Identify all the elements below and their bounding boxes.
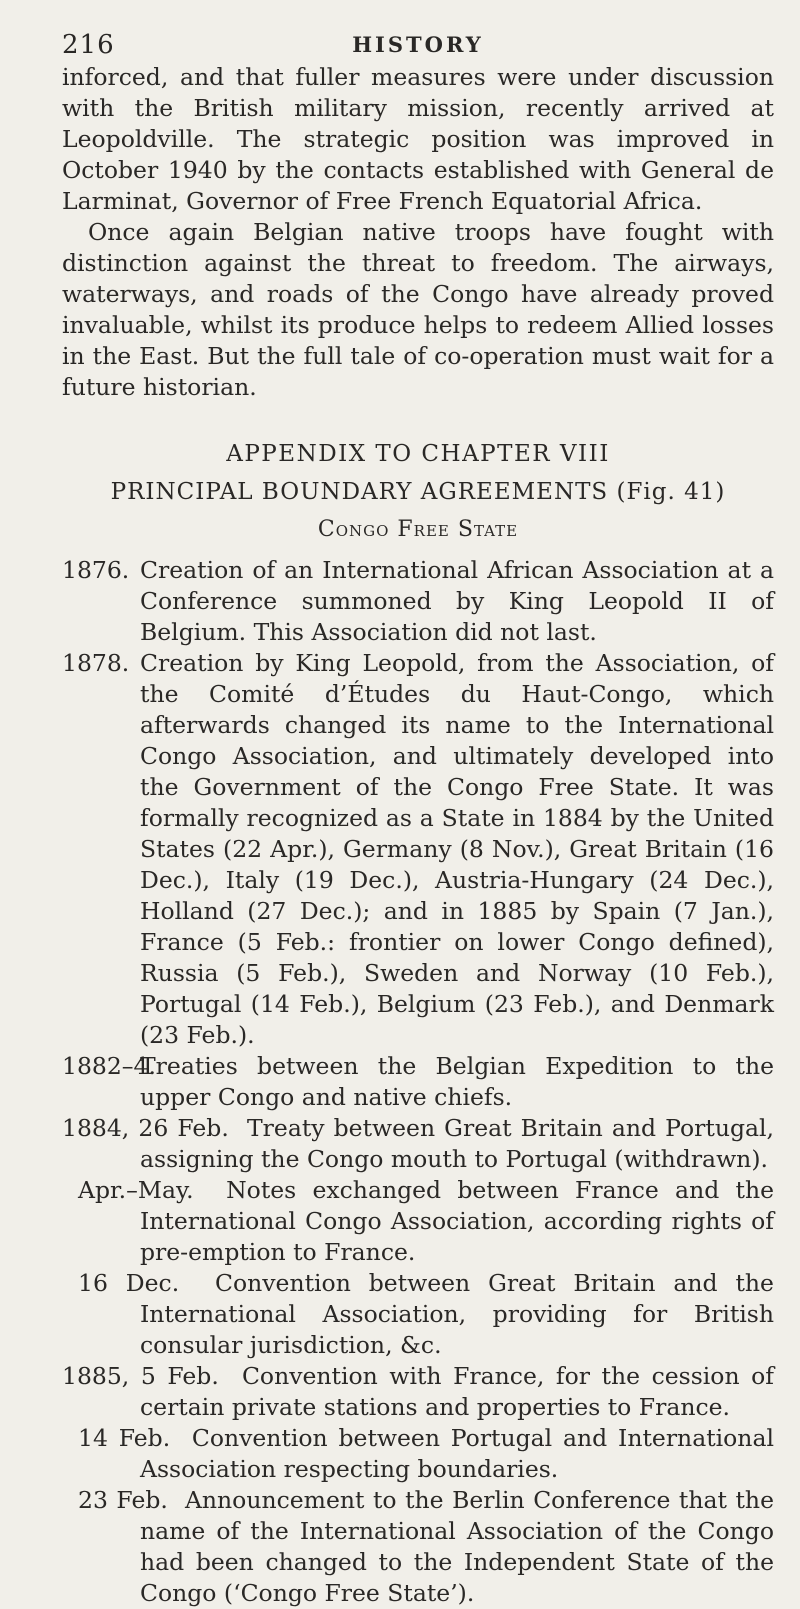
entry-text: Announcement to the Berlin Conference that the name of the International Association of the Congo had been changed to the Independent State of the Congo (‘Congo Free State’).	[140, 1486, 774, 1607]
entry-date: 1885, 5 Feb.	[62, 1362, 219, 1390]
appendix-title: APPENDIX TO CHAPTER VIII	[226, 441, 610, 467]
running-head	[62, 28, 774, 62]
entry-text: Convention between Great Britain and the International Association, providing for British consular jurisdiction, &c.	[140, 1269, 774, 1359]
entry-1884-apr-may	[62, 1175, 774, 1268]
entry-1884-26-feb	[62, 1113, 774, 1175]
entry-1884-16-dec	[62, 1268, 774, 1361]
entry-text: Treaty between Great Britain and Portugal, assigning the Congo mouth to Portugal (withdrawn).	[140, 1114, 774, 1173]
entry-date: 1882–4.	[62, 1052, 156, 1080]
entry-text: Treaties between the Belgian Expedition to the upper Congo and native chiefs.	[140, 1052, 774, 1111]
entry-date: 1878.	[62, 649, 130, 677]
entry-date: 1884, 26 Feb.	[62, 1114, 229, 1142]
section-title: Congo Free State	[317, 517, 519, 542]
entry-1885-14-feb	[62, 1423, 774, 1485]
entry-date: 23 Feb.	[78, 1486, 168, 1514]
entry-text: Creation by King Leopold, from the Association, of the Comité d’Études du Haut-Congo, which afterwards changed its name to the International Congo Association, and ultimately developed into the Government of the Congo Free State. It was formally recognized as a State in 1884 by the United States (22 Apr.), Germany (8 Nov.), Great Britain (16 Dec.), Italy (19 Dec.), Austria-Hungary (24 Dec.), Holland (27 Dec.); and in 1885 by Spain (7 Jan.), France (5 Feb.: frontier on lower Congo defined), Russia (5 Feb.), Sweden and Norway (10 Feb.), Portugal (14 Feb.), Belgium (23 Feb.), and Denmark (23 Feb.).	[140, 649, 774, 1049]
entry-1878	[62, 648, 774, 1051]
page-number: 216	[62, 30, 115, 60]
entry-date: 14 Feb.	[78, 1424, 171, 1452]
entry-1885-23-feb	[62, 1485, 774, 1609]
entry-1876	[62, 555, 774, 648]
running-title: HISTORY	[352, 32, 484, 57]
entry-1882-4	[62, 1051, 774, 1113]
entry-text: Convention with France, for the cession of certain private stations and properties to France.	[140, 1362, 775, 1421]
entry-date: 1876.	[62, 556, 130, 584]
entry-date: 16 Dec.	[78, 1269, 180, 1297]
entry-text: Convention between Portugal and International Association respecting boundaries.	[140, 1424, 774, 1483]
entry-1885-5-feb	[62, 1361, 774, 1423]
paragraph-2: Once again Belgian native troops have fought with distinction against the threat to freedom. The airways, waterways, and roads of the Congo have already proved invaluable, whilst its produce helps to redeem Allied losses in the East. But the full tale of co-operation must wait for a future historian.	[62, 218, 774, 401]
paragraph-1: inforced, and that fuller measures were under discussion with the British military mission, recently arrived at Leopoldville. The strategic position was improved in October 1940 by the contacts established with General de Larminat, Governor of Free French Equatorial Africa.	[62, 63, 774, 215]
document-page	[62, 28, 774, 1609]
entry-text: Creation of an International African Association at a Conference summoned by King Leopold II of Belgium. This Association did not last.	[140, 556, 774, 646]
entry-date: Apr.–May.	[78, 1176, 194, 1204]
appendix-subtitle: PRINCIPAL BOUNDARY AGREEMENTS (Fig. 41)	[110, 479, 726, 505]
entry-text: Notes exchanged between France and the International Congo Association, according rights of pre-emption to France.	[140, 1176, 774, 1266]
